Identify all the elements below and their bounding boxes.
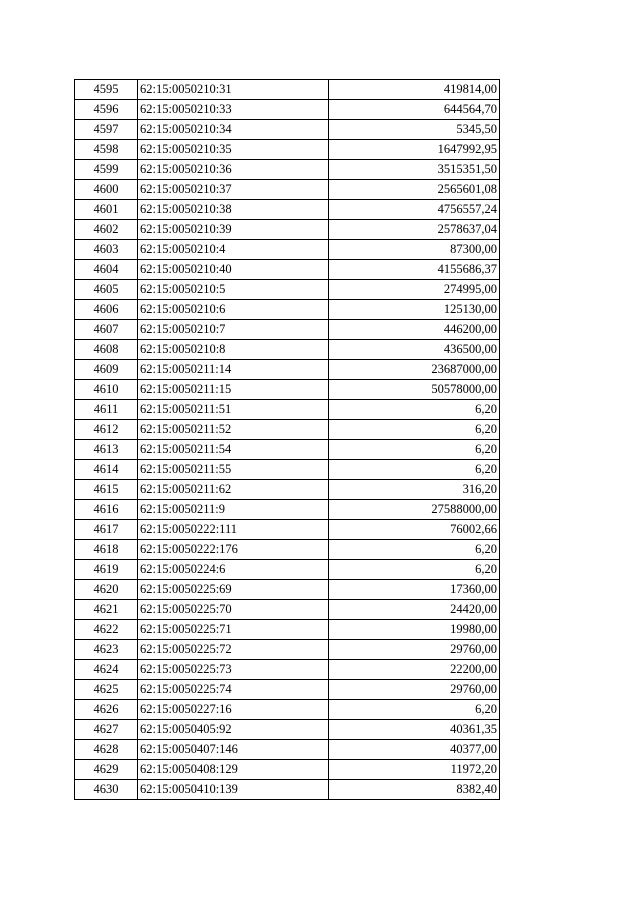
table-row <box>75 540 500 560</box>
row-number-cell: 4596 <box>75 100 138 120</box>
table-row <box>75 360 500 380</box>
cadastral-value-cell: 125130,00 <box>329 300 500 320</box>
cadastral-value-cell: 29760,00 <box>329 640 500 660</box>
row-number-cell: 4614 <box>75 460 138 480</box>
row-number-cell: 4616 <box>75 500 138 520</box>
cadastral-number-cell: 62:15:0050405:92 <box>138 720 329 740</box>
row-number-cell: 4599 <box>75 160 138 180</box>
cadastral-number-cell: 62:15:0050210:33 <box>138 100 329 120</box>
cadastral-value-cell: 6,20 <box>329 440 500 460</box>
cadastral-number-cell: 62:15:0050210:40 <box>138 260 329 280</box>
table-row <box>75 760 500 780</box>
table-row <box>75 500 500 520</box>
cadastral-value-cell: 4155686,37 <box>329 260 500 280</box>
cadastral-number-cell: 62:15:0050210:5 <box>138 280 329 300</box>
table-row <box>75 700 500 720</box>
cadastral-number-cell: 62:15:0050225:74 <box>138 680 329 700</box>
row-number-cell: 4629 <box>75 760 138 780</box>
cadastral-value-cell: 4756557,24 <box>329 200 500 220</box>
table-row <box>75 420 500 440</box>
cadastral-number-cell: 62:15:0050211:14 <box>138 360 329 380</box>
table-row <box>75 520 500 540</box>
row-number-cell: 4615 <box>75 480 138 500</box>
cadastral-value-cell: 27588000,00 <box>329 500 500 520</box>
cadastral-value-cell: 6,20 <box>329 460 500 480</box>
row-number-cell: 4623 <box>75 640 138 660</box>
cadastral-value-cell: 2578637,04 <box>329 220 500 240</box>
cadastral-number-cell: 62:15:0050225:72 <box>138 640 329 660</box>
table-row <box>75 380 500 400</box>
cadastral-number-cell: 62:15:0050210:37 <box>138 180 329 200</box>
row-number-cell: 4619 <box>75 560 138 580</box>
table-row <box>75 580 500 600</box>
table-row <box>75 260 500 280</box>
cadastral-number-cell: 62:15:0050407:146 <box>138 740 329 760</box>
row-number-cell: 4612 <box>75 420 138 440</box>
cadastral-number-cell: 62:15:0050408:129 <box>138 760 329 780</box>
cadastral-number-cell: 62:15:0050210:39 <box>138 220 329 240</box>
cadastral-value-cell: 6,20 <box>329 700 500 720</box>
table-body <box>75 80 500 800</box>
cadastral-number-cell: 62:15:0050225:69 <box>138 580 329 600</box>
table-row <box>75 480 500 500</box>
table-row <box>75 160 500 180</box>
cadastral-number-cell: 62:15:0050210:35 <box>138 140 329 160</box>
table-row <box>75 340 500 360</box>
cadastral-value-cell: 11972,20 <box>329 760 500 780</box>
row-number-cell: 4627 <box>75 720 138 740</box>
table-row <box>75 680 500 700</box>
table-row <box>75 460 500 480</box>
row-number-cell: 4601 <box>75 200 138 220</box>
row-number-cell: 4595 <box>75 80 138 100</box>
cadastral-number-cell: 62:15:0050211:55 <box>138 460 329 480</box>
table-row <box>75 780 500 800</box>
cadastral-value-cell: 316,20 <box>329 480 500 500</box>
row-number-cell: 4605 <box>75 280 138 300</box>
cadastral-number-cell: 62:15:0050211:9 <box>138 500 329 520</box>
row-number-cell: 4604 <box>75 260 138 280</box>
cadastral-number-cell: 62:15:0050210:34 <box>138 120 329 140</box>
cadastral-number-cell: 62:15:0050211:15 <box>138 380 329 400</box>
row-number-cell: 4624 <box>75 660 138 680</box>
row-number-cell: 4628 <box>75 740 138 760</box>
row-number-cell: 4620 <box>75 580 138 600</box>
table-row <box>75 280 500 300</box>
table-row <box>75 300 500 320</box>
table-row <box>75 120 500 140</box>
cadastral-number-cell: 62:15:0050225:71 <box>138 620 329 640</box>
cadastral-value-cell: 17360,00 <box>329 580 500 600</box>
cadastral-number-cell: 62:15:0050210:7 <box>138 320 329 340</box>
row-number-cell: 4597 <box>75 120 138 140</box>
cadastral-number-cell: 62:15:0050211:51 <box>138 400 329 420</box>
cadastral-number-cell: 62:15:0050224:6 <box>138 560 329 580</box>
cadastral-number-cell: 62:15:0050410:139 <box>138 780 329 800</box>
cadastral-number-cell: 62:15:0050210:31 <box>138 80 329 100</box>
cadastral-value-cell: 2565601,08 <box>329 180 500 200</box>
table-row <box>75 660 500 680</box>
cadastral-value-cell: 436500,00 <box>329 340 500 360</box>
row-number-cell: 4621 <box>75 600 138 620</box>
table-row <box>75 140 500 160</box>
row-number-cell: 4613 <box>75 440 138 460</box>
table-row <box>75 740 500 760</box>
row-number-cell: 4609 <box>75 360 138 380</box>
cadastral-value-cell: 40361,35 <box>329 720 500 740</box>
row-number-cell: 4606 <box>75 300 138 320</box>
cadastral-value-cell: 29760,00 <box>329 680 500 700</box>
row-number-cell: 4630 <box>75 780 138 800</box>
table-row <box>75 440 500 460</box>
row-number-cell: 4602 <box>75 220 138 240</box>
table-row <box>75 320 500 340</box>
cadastral-number-cell: 62:15:0050211:62 <box>138 480 329 500</box>
cadastral-number-cell: 62:15:0050211:54 <box>138 440 329 460</box>
cadastral-value-cell: 6,20 <box>329 540 500 560</box>
table-row <box>75 240 500 260</box>
cadastral-number-cell: 62:15:0050222:111 <box>138 520 329 540</box>
cadastral-value-cell: 644564,70 <box>329 100 500 120</box>
cadastral-value-cell: 6,20 <box>329 420 500 440</box>
table-row <box>75 100 500 120</box>
row-number-cell: 4610 <box>75 380 138 400</box>
cadastral-value-cell: 22200,00 <box>329 660 500 680</box>
cadastral-number-cell: 62:15:0050227:16 <box>138 700 329 720</box>
table-row <box>75 400 500 420</box>
table-row <box>75 220 500 240</box>
table-row <box>75 720 500 740</box>
cadastral-value-cell: 419814,00 <box>329 80 500 100</box>
cadastral-value-cell: 6,20 <box>329 400 500 420</box>
cadastral-number-cell: 62:15:0050225:73 <box>138 660 329 680</box>
row-number-cell: 4607 <box>75 320 138 340</box>
cadastral-value-cell: 6,20 <box>329 560 500 580</box>
cadastral-value-cell: 50578000,00 <box>329 380 500 400</box>
cadastral-number-cell: 62:15:0050210:38 <box>138 200 329 220</box>
cadastral-number-cell: 62:15:0050210:6 <box>138 300 329 320</box>
row-number-cell: 4598 <box>75 140 138 160</box>
table-row <box>75 80 500 100</box>
row-number-cell: 4603 <box>75 240 138 260</box>
row-number-cell: 4611 <box>75 400 138 420</box>
table-row <box>75 600 500 620</box>
cadastral-number-cell: 62:15:0050210:4 <box>138 240 329 260</box>
cadastral-value-table <box>74 79 500 800</box>
row-number-cell: 4626 <box>75 700 138 720</box>
cadastral-value-cell: 274995,00 <box>329 280 500 300</box>
table-row <box>75 640 500 660</box>
cadastral-number-cell: 62:15:0050225:70 <box>138 600 329 620</box>
table-row <box>75 200 500 220</box>
cadastral-number-cell: 62:15:0050211:52 <box>138 420 329 440</box>
row-number-cell: 4625 <box>75 680 138 700</box>
table-row <box>75 560 500 580</box>
cadastral-value-cell: 3515351,50 <box>329 160 500 180</box>
cadastral-value-cell: 23687000,00 <box>329 360 500 380</box>
cadastral-value-cell: 87300,00 <box>329 240 500 260</box>
cadastral-value-cell: 40377,00 <box>329 740 500 760</box>
row-number-cell: 4600 <box>75 180 138 200</box>
cadastral-number-cell: 62:15:0050222:176 <box>138 540 329 560</box>
cadastral-value-cell: 76002,66 <box>329 520 500 540</box>
row-number-cell: 4618 <box>75 540 138 560</box>
cadastral-number-cell: 62:15:0050210:8 <box>138 340 329 360</box>
table-row <box>75 620 500 640</box>
table-row <box>75 180 500 200</box>
cadastral-value-cell: 24420,00 <box>329 600 500 620</box>
cadastral-value-cell: 1647992,95 <box>329 140 500 160</box>
row-number-cell: 4622 <box>75 620 138 640</box>
row-number-cell: 4608 <box>75 340 138 360</box>
cadastral-number-cell: 62:15:0050210:36 <box>138 160 329 180</box>
cadastral-value-cell: 8382,40 <box>329 780 500 800</box>
cadastral-value-cell: 446200,00 <box>329 320 500 340</box>
cadastral-value-cell: 19980,00 <box>329 620 500 640</box>
row-number-cell: 4617 <box>75 520 138 540</box>
cadastral-value-cell: 5345,50 <box>329 120 500 140</box>
